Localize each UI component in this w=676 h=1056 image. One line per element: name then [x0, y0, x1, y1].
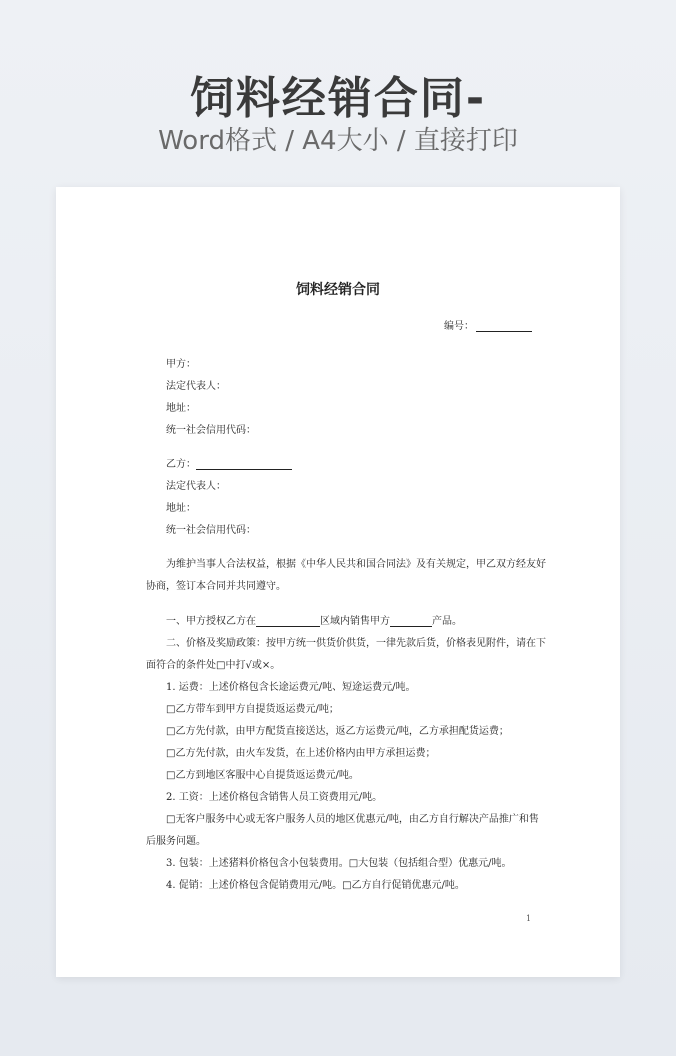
- product-blank: [390, 617, 432, 627]
- labor-option-line-2: 后服务问题。: [146, 836, 206, 847]
- clause-2-line-1: 二、价格及奖励政策：按甲方统一供货价供货，一律先款后货，价格表见附件，请在下: [166, 638, 546, 649]
- freight-option-2: □乙方先付款，由甲方配货直接送达，返乙方运费元/吨，乙方承担配货运费；: [166, 726, 509, 737]
- clause-2-line-2: 面符合的条件处□中打√或×。: [146, 660, 281, 671]
- serial-number-field: [444, 317, 532, 332]
- party-b-rep: 法定代表人：: [166, 481, 226, 492]
- party-a-credit-code: 统一社会信用代码：: [166, 425, 256, 436]
- document-title: 饲料经销合同: [296, 282, 380, 298]
- freight-clause: 1. 运费：上述价格包含长途运费元/吨、短途运费元/吨。: [166, 682, 416, 693]
- banner-subtitle: Word格式 / A4大小 / 直接打印: [158, 126, 518, 156]
- intro-line-1: 为维护当事人合法权益，根据《中华人民共和国合同法》及有关规定，甲乙双方经友好: [166, 559, 546, 570]
- region-blank: [256, 617, 320, 627]
- serial-blank: [476, 321, 532, 332]
- party-b-address: 地址：: [166, 503, 196, 514]
- labor-clause: 2. 工资：上述价格包含销售人员工资费用元/吨。: [166, 792, 383, 803]
- party-b-label: 乙方：: [166, 459, 196, 470]
- party-a-label: 甲方：: [166, 359, 196, 370]
- document-page: [56, 187, 620, 977]
- labor-option-line-1: □无客户服务中心或无客户服务人员的地区优惠元/吨，由乙方自行解决产品推广和售: [166, 814, 539, 825]
- freight-option-1: □乙方带车到甲方自提货返运费元/吨；: [166, 704, 339, 715]
- clause1-part-b: 区域内销售甲方: [320, 616, 390, 627]
- clause1-part-a: 一、甲方授权乙方在: [166, 616, 256, 627]
- intro-line-2: 协商，签订本合同并共同遵守。: [146, 581, 286, 592]
- clause-1: [166, 612, 462, 627]
- party-a-rep: 法定代表人：: [166, 381, 226, 392]
- serial-label: 编号：: [444, 321, 474, 332]
- freight-option-4: □乙方到地区客服中心自提货返运费元/吨。: [166, 770, 359, 781]
- page-number: 1: [526, 914, 532, 923]
- party-a-address: 地址：: [166, 403, 196, 414]
- party-b-blank: [196, 460, 292, 470]
- party-b-field: [166, 455, 292, 470]
- freight-option-3: □乙方先付款，由火车发货，在上述价格内由甲方承担运费；: [166, 748, 436, 759]
- packaging-clause: 3. 包装：上述猪料价格包含小包装费用。□大包装（包括组合型）优惠元/吨。: [166, 858, 512, 869]
- banner-title: 饲料经销合同-: [189, 73, 487, 124]
- clause1-part-c: 产品。: [432, 616, 462, 627]
- party-b-credit-code: 统一社会信用代码：: [166, 525, 256, 536]
- promotion-clause: 4. 促销：上述价格包含促销费用元/吨。□乙方自行促销优惠元/吨。: [166, 880, 465, 891]
